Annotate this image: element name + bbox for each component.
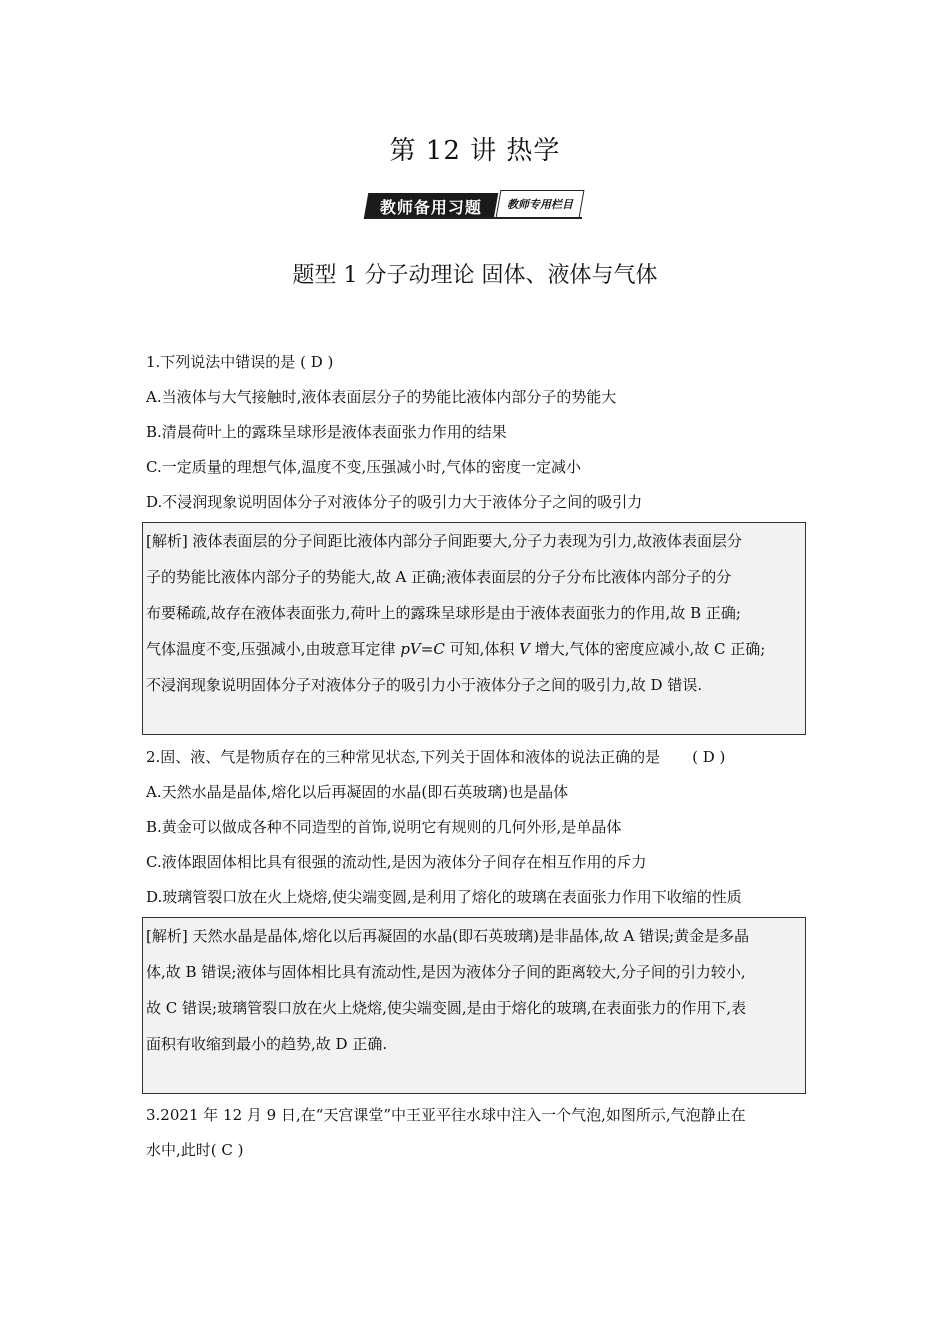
analysis-line: 气体温度不变,压强减小,由玻意耳定律 pV=C 可知,体积 V 增大,气体的密度应减小,故 C 正确; bbox=[146, 640, 766, 658]
analysis-line: 面积有收缩到最小的趋势,故 D 正确. bbox=[146, 1035, 388, 1053]
analysis-line: 子的势能比液体内部分子的势能大,故 A 正确;液体表面层的分子分布比液体内部分子的分 bbox=[146, 568, 732, 586]
analysis-box-2 bbox=[142, 917, 806, 1094]
question-stem: 水中,此时( C ) bbox=[146, 1141, 244, 1159]
analysis-tag: [解析] bbox=[146, 532, 188, 550]
option-d: D.玻璃管裂口放在火上烧熔,使尖端变圆,是利用了熔化的玻璃在表面张力作用下收缩的性质 bbox=[146, 888, 742, 906]
question-3 bbox=[146, 1098, 816, 1168]
option-c: C.液体跟固体相比具有很强的流动性,是因为液体分子间存在相互作用的斥力 bbox=[146, 853, 647, 871]
question-stem: 3.2021 年 12 月 9 日,在“天宫课堂”中王亚平往水球中注入一个气泡,如图所示,气泡静止在 bbox=[146, 1106, 746, 1124]
analysis-line: [解析] 液体表面层的分子间距比液体内部分子间距要大,分子力表现为引力,故液体表面层分 bbox=[146, 532, 743, 550]
page-title: 第 12 讲 热学 bbox=[389, 136, 561, 166]
badge-sub: 教师专用栏目 bbox=[496, 190, 585, 218]
question-1 bbox=[146, 345, 816, 520]
question-stem: 2.固、液、气是物质存在的三种常见状态,下列关于固体和液体的说法正确的是 ( D ) bbox=[146, 748, 726, 766]
analysis-line: 体,故 B 错误;液体与固体相比具有流动性,是因为液体分子间的距离较大,分子间的引力较小, bbox=[146, 963, 746, 981]
analysis-line: 布要稀疏,故存在液体表面张力,荷叶上的露珠呈球形是由于液体表面张力的作用,故 B 正确; bbox=[146, 604, 741, 622]
option-b: B.清晨荷叶上的露珠呈球形是液体表面张力作用的结果 bbox=[146, 423, 507, 441]
analysis-line: [解析] 天然水晶是晶体,熔化以后再凝固的水晶(即石英玻璃)是非晶体,故 A 错误;黄金是多晶 bbox=[146, 927, 750, 945]
option-c: C.一定质量的理想气体,温度不变,压强减小时,气体的密度一定减小 bbox=[146, 458, 582, 476]
formula: pV=C bbox=[400, 640, 445, 658]
option-d: D.不浸润现象说明固体分子对液体分子的吸引力大于液体分子之间的吸引力 bbox=[146, 493, 643, 511]
variable: V bbox=[519, 640, 530, 658]
teacher-badge bbox=[366, 190, 582, 220]
section-title: 题型 1 分子动理论 固体、液体与气体 bbox=[292, 263, 658, 288]
option-a: A.天然水晶是晶体,熔化以后再凝固的水晶(即石英玻璃)也是晶体 bbox=[146, 783, 569, 801]
analysis-box-1 bbox=[142, 522, 806, 735]
answer: ( D ) bbox=[692, 748, 726, 766]
analysis-line: 故 C 错误;玻璃管裂口放在火上烧熔,使尖端变圆,是由于熔化的玻璃,在表面张力的作用下,表 bbox=[146, 999, 747, 1017]
analysis-tag: [解析] bbox=[146, 927, 188, 945]
badge-main: 教师备用习题 bbox=[364, 193, 499, 219]
badge-underline bbox=[366, 217, 582, 219]
question-2 bbox=[146, 740, 816, 915]
question-stem: 1.下列说法中错误的是 ( D ) bbox=[146, 353, 334, 371]
option-a: A.当液体与大气接触时,液体表面层分子的势能比液体内部分子的势能大 bbox=[146, 388, 617, 406]
analysis-line: 不浸润现象说明固体分子对液体分子的吸引力小于液体分子之间的吸引力,故 D 错误. bbox=[146, 676, 703, 694]
option-b: B.黄金可以做成各种不同造型的首饰,说明它有规则的几何外形,是单晶体 bbox=[146, 818, 622, 836]
